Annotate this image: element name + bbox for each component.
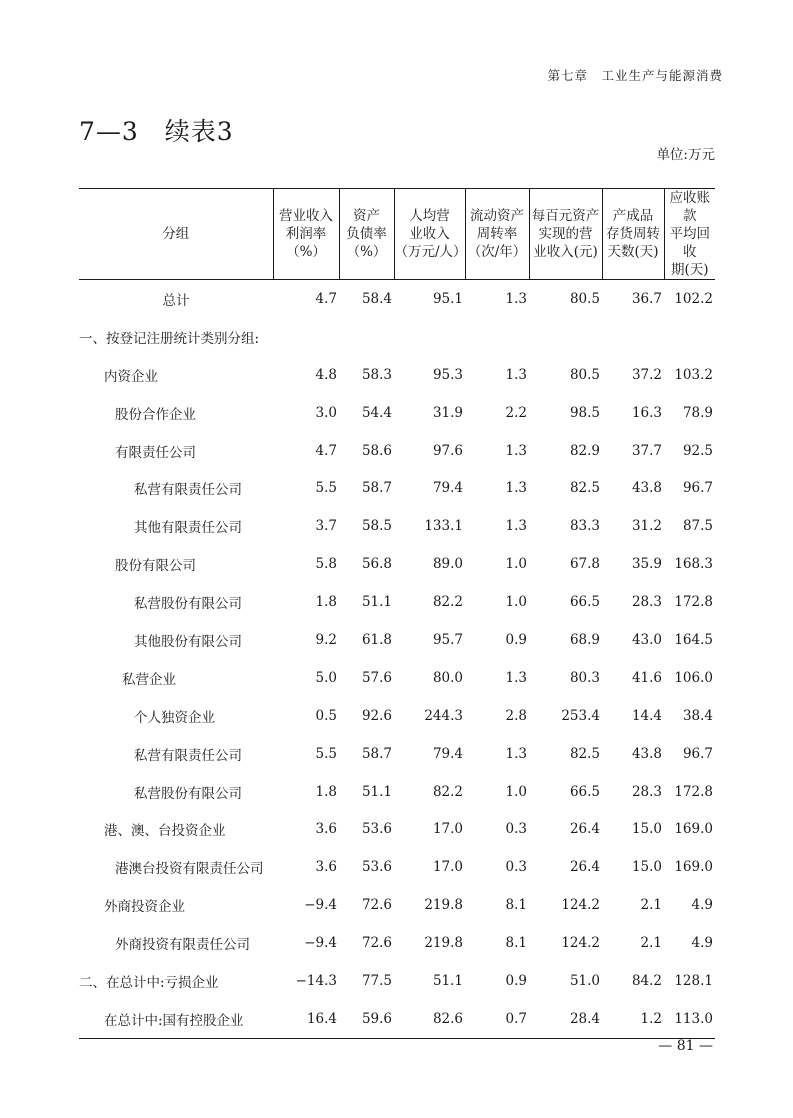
cell-value: 124.2 — [561, 897, 600, 914]
cell-value: 28.4 — [529, 1000, 602, 1038]
cell-value: 16.3 — [631, 404, 662, 421]
cell-value: 2.2 — [505, 404, 527, 421]
cell-value: 4.7 — [315, 442, 337, 459]
table-header-row — [79, 189, 715, 280]
cell-value: 219.8 — [424, 935, 463, 952]
cell-value: 95.3 — [432, 366, 463, 383]
cell-value: 4.7 — [315, 290, 337, 307]
row-label: 私营企业 — [122, 671, 176, 688]
cell-value: 96.7 — [682, 745, 713, 762]
cell-value: 82.5 — [569, 745, 600, 762]
cell-value: 124.2 — [561, 935, 600, 952]
cell-value: 82.9 — [569, 442, 600, 459]
cell-value: 0.9 — [505, 972, 527, 989]
cell-value: 31.9 — [432, 404, 463, 421]
cell-value: 1.8 — [315, 783, 337, 800]
cell-value: 58.4 — [361, 290, 392, 307]
cell-value: 17.0 — [432, 859, 463, 876]
cell-value: 26.4 — [569, 859, 600, 876]
cell-value — [602, 318, 664, 356]
cell-value: 80.0 — [432, 669, 463, 686]
cell-value: −14.3 — [295, 972, 337, 989]
cell-value: −9.4 — [304, 897, 337, 914]
column-header: 分组 — [79, 189, 273, 280]
cell-value: 3.0 — [315, 404, 337, 421]
cell-value: −9.4 — [304, 935, 337, 952]
row-label: 私营有限责任公司 — [134, 482, 242, 499]
statistics-table — [79, 188, 715, 1039]
cell-value: 72.6 — [361, 897, 392, 914]
row-label: 总计 — [162, 292, 190, 309]
cell-value: 1.0 — [505, 783, 527, 800]
cell-value: 28.3 — [631, 594, 662, 611]
cell-value: 0.9 — [505, 631, 527, 648]
cell-value: 79.4 — [432, 745, 463, 762]
cell-value: 1.3 — [505, 366, 527, 383]
cell-value: 79.4 — [432, 480, 463, 497]
cell-value: 37.7 — [631, 442, 662, 459]
cell-value: 3.7 — [315, 518, 337, 535]
cell-value: 77.5 — [361, 972, 392, 989]
table-row — [79, 1000, 715, 1038]
cell-value: 3.6 — [315, 859, 337, 876]
cell-value: 35.9 — [631, 556, 662, 573]
cell-value: 82.2 — [432, 594, 463, 611]
cell-value — [394, 318, 465, 356]
cell-value: 169.0 — [674, 821, 713, 838]
row-label: 二、在总计中:亏损企业 — [79, 974, 219, 991]
cell-value: 5.5 — [315, 745, 337, 762]
cell-value: 1.2 — [602, 1000, 664, 1038]
page-number: — 81 — — [658, 1038, 713, 1054]
cell-value: 15.0 — [631, 821, 662, 838]
cell-value — [664, 318, 715, 356]
cell-value: 8.1 — [505, 935, 527, 952]
cell-value: 133.1 — [424, 518, 463, 535]
cell-value: 41.6 — [631, 669, 662, 686]
cell-value: 59.6 — [339, 1000, 394, 1038]
column-header: 应收账款 平均回收 期(天) — [664, 189, 715, 280]
row-label: 内资企业 — [104, 368, 158, 385]
cell-value: 38.4 — [682, 707, 713, 724]
row-label: 私营股份有限公司 — [134, 785, 242, 802]
cell-value — [465, 318, 529, 356]
cell-value: 31.2 — [631, 518, 662, 535]
cell-value: 0.5 — [315, 707, 337, 724]
cell-value: 1.3 — [505, 518, 527, 535]
cell-value: 0.3 — [505, 821, 527, 838]
row-label: 个人独资企业 — [134, 709, 215, 726]
cell-value: 66.5 — [569, 783, 600, 800]
cell-value: 80.5 — [569, 366, 600, 383]
cell-value: 9.2 — [315, 631, 337, 648]
table-row — [79, 621, 715, 659]
cell-value: 103.2 — [674, 366, 713, 383]
cell-value: 95.1 — [432, 290, 463, 307]
cell-value: 92.6 — [361, 707, 392, 724]
cell-value: 53.6 — [361, 859, 392, 876]
cell-value: 14.4 — [631, 707, 662, 724]
cell-value: 1.3 — [505, 669, 527, 686]
cell-value: 80.3 — [569, 669, 600, 686]
column-header: 流动资产 周转率 （次/年） — [465, 189, 529, 280]
cell-value: 1.0 — [505, 594, 527, 611]
cell-value: 28.3 — [631, 783, 662, 800]
cell-value: 2.1 — [640, 897, 662, 914]
row-label: 股份有限公司 — [115, 558, 196, 575]
cell-value: 72.6 — [361, 935, 392, 952]
cell-value: 84.2 — [631, 972, 662, 989]
cell-value: 172.8 — [674, 594, 713, 611]
table-row — [79, 924, 715, 962]
chapter-header: 第七章 工业生产与能源消费 — [547, 68, 723, 83]
cell-value: 16.4 — [273, 1000, 339, 1038]
cell-value: 61.8 — [361, 631, 392, 648]
cell-value: 37.2 — [631, 366, 662, 383]
cell-value: 4.8 — [315, 366, 337, 383]
cell-value: 82.5 — [569, 480, 600, 497]
table-row — [79, 697, 715, 735]
column-header: 每百元资产 实现的营 业收入(元) — [529, 189, 602, 280]
table-row — [79, 545, 715, 583]
cell-value: 169.0 — [674, 859, 713, 876]
cell-value: 0.7 — [465, 1000, 529, 1038]
row-label: 私营股份有限公司 — [134, 596, 242, 613]
cell-value: 51.1 — [432, 972, 463, 989]
cell-value: 43.8 — [631, 480, 662, 497]
cell-value: 17.0 — [432, 821, 463, 838]
cell-value — [529, 318, 602, 356]
cell-value: 1.3 — [505, 442, 527, 459]
cell-value: 1.0 — [505, 556, 527, 573]
cell-value: 54.4 — [361, 404, 392, 421]
cell-value: 128.1 — [674, 972, 713, 989]
cell-value: 5.0 — [315, 669, 337, 686]
column-header: 营业收入 利润率 （%） — [273, 189, 339, 280]
cell-value: 57.6 — [361, 669, 392, 686]
row-label: 外商投资企业 — [104, 899, 185, 916]
table-row — [79, 848, 715, 886]
row-label: 在总计中:国有控股企业 — [79, 1000, 273, 1038]
table-row — [79, 469, 715, 507]
cell-value: 1.3 — [505, 745, 527, 762]
cell-value: 8.1 — [505, 897, 527, 914]
cell-value: 5.5 — [315, 480, 337, 497]
column-header: 资产 负债率 （%） — [339, 189, 394, 280]
cell-value: 172.8 — [674, 783, 713, 800]
cell-value: 168.3 — [674, 556, 713, 573]
cell-value: 51.1 — [361, 594, 392, 611]
cell-value: 1.3 — [505, 480, 527, 497]
cell-value: 5.8 — [315, 556, 337, 573]
cell-value: 68.9 — [569, 631, 600, 648]
table-row — [79, 280, 715, 318]
cell-value: 51.1 — [361, 783, 392, 800]
cell-value: 2.8 — [505, 707, 527, 724]
cell-value: 1.3 — [505, 290, 527, 307]
table-row — [79, 810, 715, 848]
cell-value: 4.9 — [691, 935, 713, 952]
cell-value: 244.3 — [424, 707, 463, 724]
cell-value: 58.6 — [361, 442, 392, 459]
cell-value: 253.4 — [561, 707, 600, 724]
cell-value: 58.7 — [361, 480, 392, 497]
cell-value: 89.0 — [432, 556, 463, 573]
cell-value: 3.6 — [315, 821, 337, 838]
cell-value: 82.6 — [394, 1000, 465, 1038]
table-row — [79, 962, 715, 1000]
cell-value: 26.4 — [569, 821, 600, 838]
row-label: 其他股份有限公司 — [134, 633, 242, 650]
cell-value: 43.8 — [631, 745, 662, 762]
cell-value: 219.8 — [424, 897, 463, 914]
cell-value: 66.5 — [569, 594, 600, 611]
cell-value: 97.6 — [432, 442, 463, 459]
row-label: 股份合作企业 — [115, 406, 196, 423]
cell-value: 82.2 — [432, 783, 463, 800]
cell-value: 36.7 — [631, 290, 662, 307]
table-row — [79, 356, 715, 394]
cell-value: 4.9 — [691, 897, 713, 914]
row-label: 港澳台投资有限责任公司 — [115, 861, 264, 878]
row-label: 私营有限责任公司 — [134, 747, 242, 764]
cell-value — [273, 318, 339, 356]
row-label: 外商投资有限责任公司 — [115, 937, 250, 954]
row-label: 其他有限责任公司 — [134, 520, 242, 537]
table-row — [79, 432, 715, 470]
table-body — [79, 280, 715, 1039]
table-row — [79, 659, 715, 697]
cell-value: 164.5 — [674, 631, 713, 648]
table-row — [79, 318, 715, 356]
table-row — [79, 735, 715, 773]
cell-value: 43.0 — [631, 631, 662, 648]
cell-value: 78.9 — [682, 404, 713, 421]
cell-value: 1.8 — [315, 594, 337, 611]
table-row — [79, 773, 715, 811]
cell-value: 51.0 — [569, 972, 600, 989]
cell-value: 95.7 — [432, 631, 463, 648]
table-title: 7—3 续表3 — [79, 117, 234, 146]
row-label: 有限责任公司 — [115, 444, 196, 461]
cell-value: 67.8 — [569, 556, 600, 573]
cell-value: 96.7 — [682, 480, 713, 497]
column-header: 人均营 业收入 （万元/人） — [394, 189, 465, 280]
table-row — [79, 507, 715, 545]
row-label: 港、澳、台投资企业 — [104, 823, 226, 840]
cell-value: 58.7 — [361, 745, 392, 762]
cell-value: 58.5 — [361, 518, 392, 535]
cell-value: 87.5 — [682, 518, 713, 535]
row-label: 一、按登记注册统计类别分组: — [79, 330, 260, 347]
cell-value: 113.0 — [664, 1000, 715, 1038]
cell-value: 98.5 — [569, 404, 600, 421]
cell-value: 58.3 — [361, 366, 392, 383]
cell-value: 2.1 — [640, 935, 662, 952]
cell-value: 0.3 — [505, 859, 527, 876]
table-row — [79, 886, 715, 924]
table-row — [79, 394, 715, 432]
cell-value: 80.5 — [569, 290, 600, 307]
cell-value: 15.0 — [631, 859, 662, 876]
cell-value — [339, 318, 394, 356]
cell-value: 106.0 — [674, 669, 713, 686]
cell-value: 53.6 — [361, 821, 392, 838]
cell-value: 56.8 — [361, 556, 392, 573]
column-header: 产成品 存货周转 天数(天) — [602, 189, 664, 280]
cell-value: 83.3 — [569, 518, 600, 535]
unit-label: 单位:万元 — [656, 147, 715, 163]
cell-value: 102.2 — [674, 290, 713, 307]
table-row — [79, 583, 715, 621]
cell-value: 92.5 — [682, 442, 713, 459]
